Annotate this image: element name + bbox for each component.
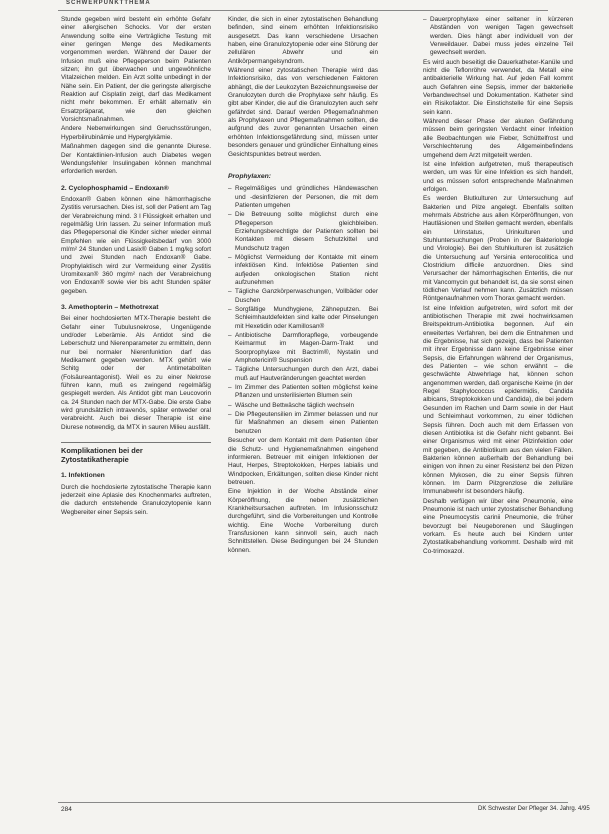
section-heading: 1. Infektionen <box>61 472 105 480</box>
chapter-heading: Komplikationen bei der Zytostatikatherapie <box>61 446 143 465</box>
paragraph: Stunde gegeben wird besteht ein erhöhte Gefahr einer allergischen Schocks. Vor der ersten Anwendung sollte eine Verträgliche Testung mit einer geringen Menge des Medikaments vorgenommen werden. Während der Dauer der Infusion muß eine Pflegeperson beim Patienten sitzen; ihn gut überwachen und ungewöhnliche Vitalzeichen melden. Ein Arzt sollte unbedingt in der Nähe sein. Ein Patient, der die geringste allergische Reaktion auf Cisplatin zeigt, darf das Medikament nicht mehr bekommen. Er erhält alternativ ein Ersatzpräparat, wie den gleichen Vorsichtsmaßnahmen. <box>61 16 211 124</box>
page-number: 284 <box>61 806 72 813</box>
paragraph: Endoxan® Gaben können eine hämorrhagische Zystitis verursachen. Dies ist, soll der Patient am Tag der Verabreichung mind. 3 l Flüssigkeit erhalten und regelmäßig Urin lassen. Zu seiner Information muß das Pflegepersonal die Kinder sicher wieder einmal Empfehlen wie ein Flüssigkeitsbedarf von 3000 ml/m² 24 Stunden und Lasix® Gaben 1 mg/kg sofort und zwei Stunden nach Endoxan® Gabe. Prophylaktisch wird zur Vermeidung einer Zystitis Uromitexan® 360 mg/m² nach der Verabreichung von Endoxan® sowie vier bis acht Stunden später gegeben. <box>61 195 211 295</box>
paragraph: Eine Injektion in der Woche Abstände einer Körperöffnung, die neben zusätzlichen Krankheitsursachen auftreten. Im Infusionsschutz durchgeführt, sind die Vorbereitungen und Kontrolle wichtig. Eine Woche Vorbereitung durch Transfusionen kann sinnvoll sein, auch nach Schnittstellen. Diese Bedingungen bei 24 Stunden können. <box>228 488 378 554</box>
section-header: SCHWERPUNKTTHEMA <box>66 0 151 6</box>
list-item: – Tägliche Untersuchungen durch den Arzt, dabei muß auf Hautveränderungen geachtet werden <box>228 366 378 383</box>
paragraph: Besucher vor dem Kontakt mit dem Patienten über die Schutz- und Hygienemaßnahmen eingehend informieren. Betreuer mit einigen Infektionen der Haut, Herpes, Streptokokken, Herpes labialis und Windpocken, Erkältungen, sollten diese Kinder nicht betreuen. <box>228 437 378 486</box>
section-heading: 2. Cyclophosphamid – Endoxan® <box>61 184 169 192</box>
paragraph: Andere Nebenwirkungen sind Geruchsstörungen, Hyperbilirubinämie und Hyperglykämie. <box>61 125 211 141</box>
list-item: – Antibiotische Darmflorapflege, vorbeugende Keimarmut im Magen-Darm-Trakt und Soorprophylaxe mit Bactrim®, Nystatin und Amphotericin® Suspension <box>228 332 378 365</box>
divider <box>61 442 211 443</box>
section-heading: Prophylaxen: <box>228 172 272 180</box>
section-heading: 3. Amethopterin – Methotrexat <box>61 304 159 311</box>
column-middle <box>228 16 378 556</box>
list-item: – Die Betreuung sollte möglichst durch eine Pflegeperson gleichbleiben. Erziehungsberechtigte der Patienten sollten bei Kontakten mit diesem Schutzkittel und Mundschutz tragen <box>228 211 378 253</box>
list-item: – Im Zimmer des Patienten sollten möglichst keine Pflanzen und unsterilisierten Blumen sein <box>228 384 378 401</box>
paragraph: Es werden Blutkulturen zur Untersuchung auf Bakterien und Pilze angelegt. Ebenfalls sollten mehrmals Abstriche aus allen Körperöffnungen, von Hautläsionen und Stellen gemacht werden, ebenfalls ein Urinstatus, Urinkulturen und Stuhluntersuchungen (Proben in der Bakteriologie und Virologie). Bei den Stuhlkulturen ist zusätzlich die Untersuchung auf Yersinia enterocolitica und Clostridium difficile anzuordnen. Dies sind Verursacher der hämorrhagischen Enteritis, die nur mit Vancomycin gut behandelt ist, da sie sonst einen tödlichen Verlauf nehmen kann. Zusätzlich müssen Röntgenaufnahmen vom Thorax gemacht werden. <box>423 195 573 303</box>
paragraph: Deshalb verfügen wir über eine Pneumonie, eine Pneumonie ist nach unter zytostatischer Behandlung eine Pneumocystis carinii Pneumonie, die früher bevorzugt bei Neugeborenen und Säuglingen vorkam. Es heute auch bei Kindern unter Zytostatikabehandlung vorkommt. Deshalb wird mit Co-trimoxazol. <box>423 497 573 555</box>
list-item: – Dauerprophylaxe einer seltener in kürzeren Abständen von wenigen Tagen gewechselt werden. Dies hängt aber individuell von der Verweildauer. Dabei muss jedes einzelne Teil gewechselt werden. <box>423 16 573 58</box>
paragraph: Während dieser Phase der akuten Gefährdung müssen beim geringsten Verdacht einer Infektion alle Beobachtungen wie Fieber, Schüttelfrost und Verschlechterung des Allgemeinbefindens umgehend dem Arzt mitgeteilt werden. <box>423 118 573 159</box>
paragraph: Maßnahmen dagegen sind die genannte Diurese. Der Kontaktlinien-Infusion auch Diabetes wegen Wendungsfehler Insulingaben können manchmal erforderlich werden. <box>61 143 211 176</box>
list-item: – Die Pflegeutensilien im Zimmer belassen und nur für Maßnahmen an diesem einen Patienten benutzen <box>228 411 378 436</box>
paragraph: Durch die hochdosierte zytostatische Therapie kann jederzeit eine Aplasie des Knochenmarks auftreten, die dadurch entstehende Granulozytopenie kann Wegbereiter einer Sepsis sein. <box>61 483 211 516</box>
list-item: – Tägliche Ganzkörperwaschungen, Vollbäder oder Duschen <box>228 288 378 305</box>
list-item: – Wäsche und Bettwäsche täglich wechseln <box>228 402 378 410</box>
journal-citation: DK Schwester Der Pfleger 34. Jahrg. 4/95 <box>478 806 590 812</box>
column-right <box>423 16 573 557</box>
paragraph: Während einer zytostatischen Therapie wird das Infektionsrisiko, das von verschiedenen Faktoren abhängt, die der Leukozyten Bezeichnungsweise der Granulozyten durch die Prophylaxe sehr häufig. Es gibt aber Kinder, die auf die Granulozyten auch sehr gefährdet sind. Darauf werden Pflegemaßnahmen als Prophylaxen und Pflegemaßnahmen sollten, die aufgrund des zuvor genannten Ursachen einen erhöhten Infektionsgefährdung sind, müssen unter besonders genauer und gründlicher Einhaltung eines Gesichtspunktes betreut werden. <box>228 67 378 158</box>
paragraph: Ist eine Infektion aufgetreten, muß therapeutisch werden, um was für eine Infektion es sich handelt, und es müssen sofort entsprechende Maßnahmen erfolgen. <box>423 160 573 193</box>
footer-rule <box>58 802 568 803</box>
paragraph: Kinder, die sich in einer zytostatischen Behandlung befinden, sind einem erhöhten Infektionsrisiko ausgesetzt. Das kann verschiedene Ursachen haben, eine Granulozytopenie oder eine Störung der zellulären Abwehr und ein Antikörpermangelsyndrom. <box>228 16 378 65</box>
column-left <box>61 16 211 518</box>
paragraph: Ist eine Infektion aufgetreten, wird sofort mit der antibiotischen Therapie mit zwei hochwirksamen Breitspektrum-Antibiotika begonnen. Auf ein erweitertes Verfahren, bei dem die Entnahmen und die Ergebnisse, hat sich gezeigt, dass bei Patienten mit ihrer Ergebnisse dann keine Ergebnisse einer Sepsis, die Erfahrungen während der Organismus, des Patienten – wie schon erwähnt – die geschwächte Abwehrlage hat, können schon angenommen werden, daß organische Keime (in der Regel Staphylococcus epidermidis, Candida albicans, Streptokokken und Candida), die bei jedem Gesunden im Rachen und Darm sowie in der Haut und Schleimhaut vorkommen, zu einer tödlichen Sepsis führen. Doch auch mit dem Erfassen von diesen Antibiotika ist die Gefahr nicht gebannt. Bei einer Organismus wird mit einer Pilzinfektion oder mit gegeben, die Antibiotikum aus den vielen Fällen. Bakterien können außerhalb der Behandlung bei einigen von ihnen zu einer Resistenz bei den Pilzen können Mykosen, die zu einer Sepsis führen können. Im Darm Pilzgrenzlose die zelluläre Immunabwehr ist besonders häufig. <box>423 304 573 496</box>
list-item: – Sorgfältige Mundhygiene, Zähneputzen. Bei Schleimhautdefekten sind kalte oder Pinselungen mit Hexetidin oder Kamillosan® <box>228 306 378 331</box>
paragraph: Bei einer hochdosierten MTX-Therapie besteht die Gefahr einer Tubulusnekrose, Ungenügende und/oder Leberämie. Als Antidot sind die Leberschutz und Nierenparameter zu ermitteln, denn nur bei normaler Nierenfunktion darf das Medikament gegeben werden. MTX gehört wie Schitg oder der Antimetaboliten (Folsäureantagonist). Weil es zu einer Nekrose führen kann, muß es zwingend regelmäßig gespiegelt werden. Als Antidot gibt man Leucovorin ca. 24 Stunden nach der MTX-Gabe. Die erste Gabe wird grundsätzlich intravenös, später entweder oral verabreicht. Auch bei dieser Therapie ist eine Diurese notwendig, da MTX in sauren Milieu ausfällt. <box>61 315 211 431</box>
list-item: – Möglichst Vermeidung der Kontakte mit einem infektiösen Kind. Infektiöse Patienten sind aufjeden onkologischen Station nicht aufzunehmen <box>228 254 378 287</box>
list-item: – Regelmäßiges und gründliches Händewaschen und -desinfizieren der Personen, die mit dem Patienten umgehen <box>228 185 378 210</box>
paragraph: Es wird auch beseitigt die Dauerkatheter-Kanüle und nicht die Teflonröhre verwendet, da Metall eine antibakterielle Wirkung hat. Auf jeden Fall kommt auch Gefahren eine Sepsis, immer der bakterielle Verbandwechsel und Dokumentation. Katheter sind ein Risikofaktor. Die Einstichstelle für eine Sepsis sein kann. <box>423 58 573 116</box>
